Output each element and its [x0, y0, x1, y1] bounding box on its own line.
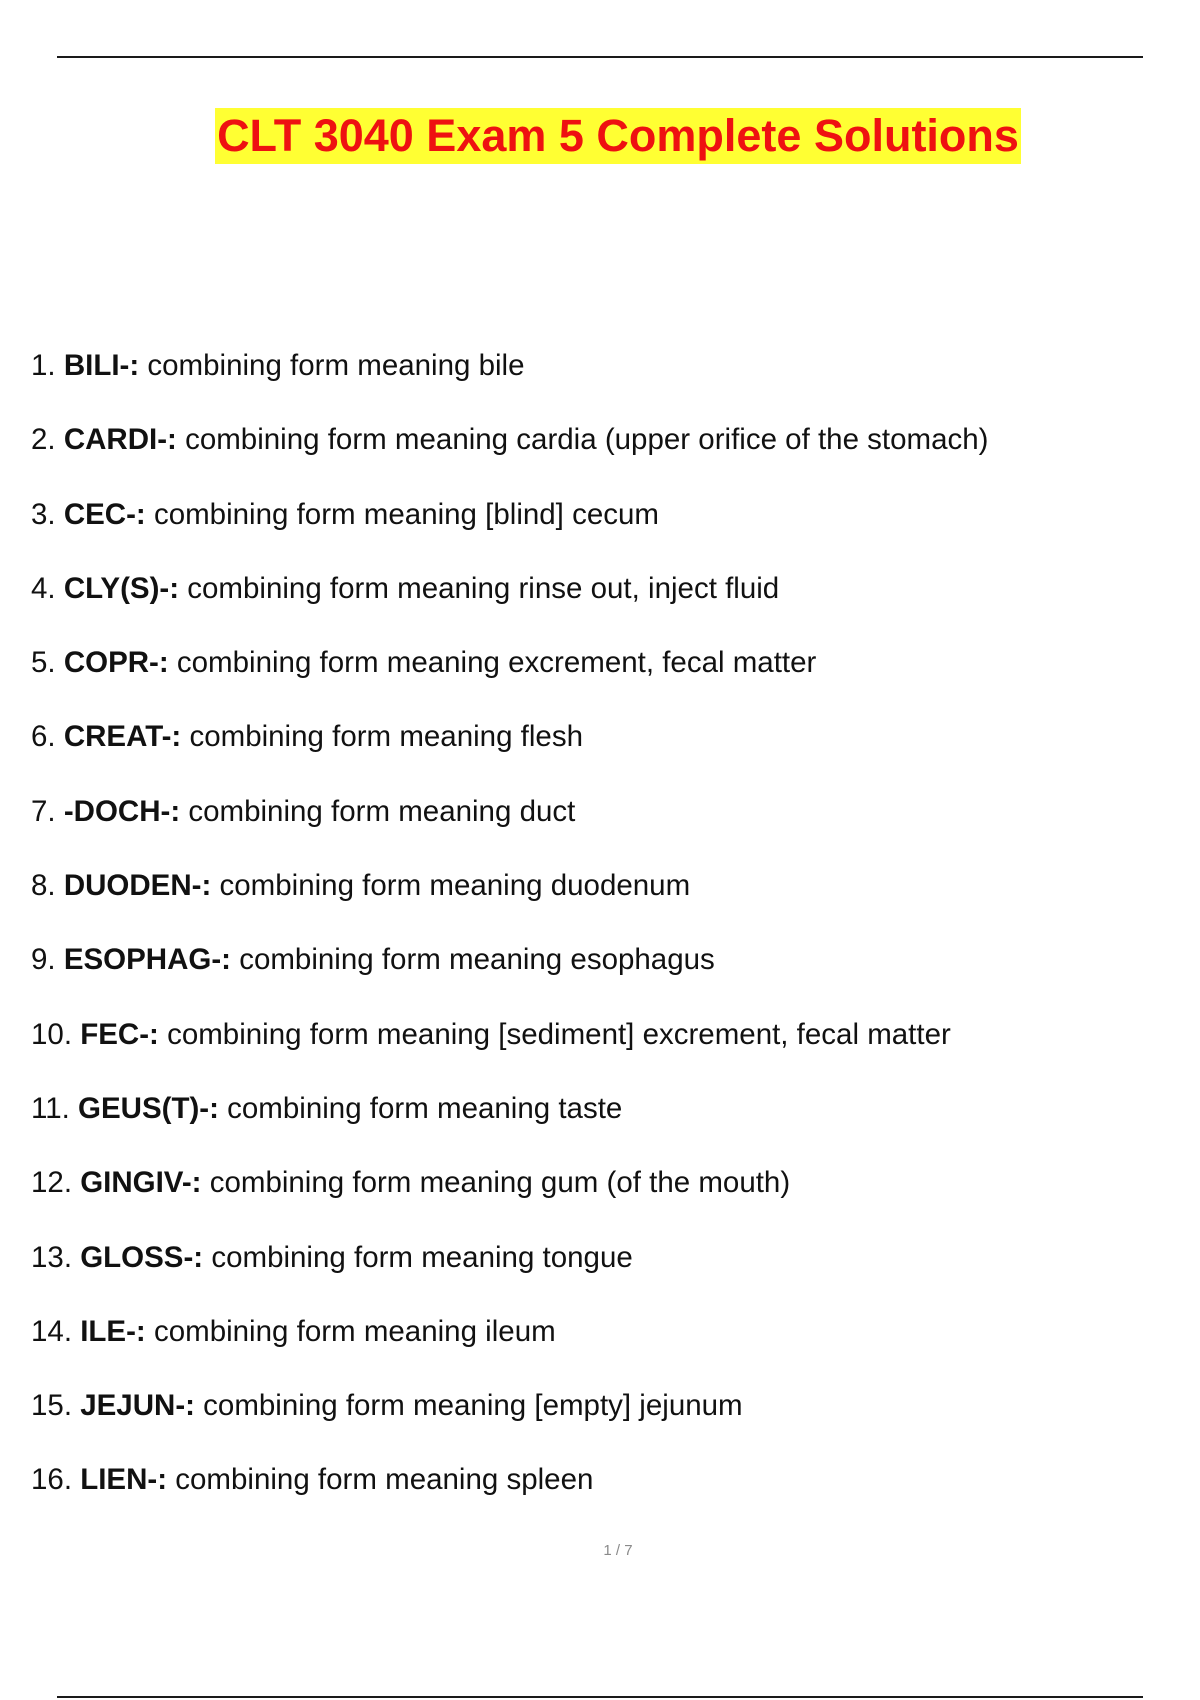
bottom-rule	[57, 1696, 1143, 1698]
item-number: 8.	[31, 869, 64, 903]
list-item	[31, 567, 1160, 641]
item-term: GINGIV-:	[80, 1166, 202, 1200]
item-number: 4.	[31, 571, 64, 605]
list-item	[31, 1310, 1160, 1384]
item-number: 2.	[31, 423, 64, 457]
item-term: FEC-:	[80, 1017, 159, 1051]
item-term: BILI-:	[63, 349, 140, 382]
list-item	[31, 715, 1160, 789]
item-definition: combining form meaning duodenum	[211, 869, 691, 903]
item-term: ILE-:	[80, 1314, 146, 1348]
item-definition: combining form meaning tongue	[203, 1240, 633, 1274]
item-definition: combining form meaning flesh	[181, 720, 583, 754]
title-container	[0, 108, 1200, 164]
item-term: CEC-:	[63, 497, 146, 531]
item-term: CLY(S)-:	[63, 571, 180, 605]
item-number: 1.	[31, 349, 64, 382]
item-definition: combining form meaning ileum	[145, 1314, 556, 1348]
item-number: 12.	[31, 1166, 81, 1200]
list-item	[31, 641, 1160, 715]
list-item	[31, 938, 1160, 1012]
list-item	[31, 1384, 1160, 1458]
top-rule	[57, 56, 1143, 58]
item-number: 6.	[31, 720, 64, 754]
item-definition: combining form meaning excrement, fecal matter	[168, 646, 817, 680]
list-item	[31, 493, 1160, 567]
item-definition: combining form meaning bile	[139, 349, 525, 382]
list-item	[31, 344, 1160, 418]
item-number: 7.	[31, 794, 64, 828]
item-definition: combining form meaning esophagus	[231, 943, 715, 977]
list-item	[31, 1087, 1160, 1161]
item-term: CARDI-:	[63, 423, 177, 457]
item-term: ESOPHAG-:	[63, 943, 231, 977]
item-definition: combining form meaning rinse out, inject fluid	[179, 571, 780, 605]
item-number: 9.	[31, 943, 64, 977]
item-number: 16.	[31, 1463, 81, 1497]
item-number: 3.	[31, 497, 64, 531]
item-definition: combining form meaning [empty] jejunum	[194, 1389, 743, 1423]
page-number: 1 / 7	[603, 1542, 633, 1559]
list-item	[31, 418, 1160, 492]
item-definition: combining form meaning [blind] cecum	[145, 497, 659, 531]
list-item	[31, 1458, 1160, 1532]
item-definition: combining form meaning duct	[180, 794, 576, 828]
item-number: 15.	[31, 1389, 81, 1423]
item-definition: combining form meaning taste	[218, 1091, 623, 1125]
item-term: GEUS(T)-:	[78, 1091, 219, 1125]
page-title: CLT 3040 Exam 5 Complete Solutions	[215, 108, 1021, 164]
item-number: 14.	[31, 1314, 81, 1348]
item-definition: combining form meaning [sediment] excrement, fecal matter	[158, 1017, 951, 1051]
item-term: -DOCH-:	[63, 794, 181, 828]
item-definition: combining form meaning spleen	[167, 1463, 594, 1497]
item-definition: combining form meaning gum (of the mouth)	[201, 1166, 791, 1200]
list-item	[31, 1161, 1160, 1235]
item-number: 11.	[31, 1091, 79, 1125]
list-item	[31, 864, 1160, 938]
item-definition: combining form meaning cardia (upper orifice of the stomach)	[176, 423, 989, 457]
item-term: CREAT-:	[63, 720, 182, 754]
item-term: JEJUN-:	[80, 1389, 195, 1423]
list-item	[31, 1013, 1160, 1087]
item-number: 5.	[31, 646, 64, 680]
term-list	[31, 344, 1160, 1533]
item-term: DUODEN-:	[63, 869, 212, 903]
list-item	[31, 1236, 1160, 1310]
list-item	[31, 790, 1160, 864]
item-number: 13.	[31, 1240, 81, 1274]
item-number: 10.	[31, 1017, 81, 1051]
item-term: COPR-:	[63, 646, 169, 680]
item-term: GLOSS-:	[80, 1240, 204, 1274]
item-term: LIEN-:	[80, 1463, 168, 1497]
